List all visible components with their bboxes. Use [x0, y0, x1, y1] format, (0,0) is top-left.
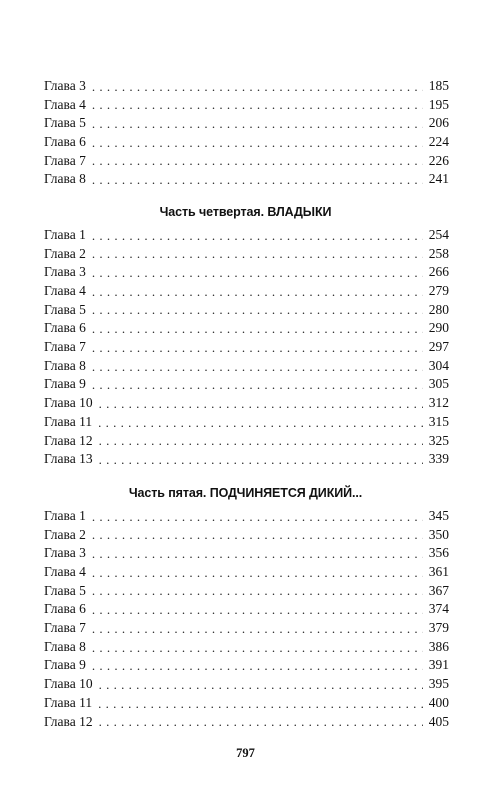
part-prefix: Часть четвертая. — [159, 205, 264, 219]
chapter-page-number: 254 — [428, 226, 449, 242]
toc-entry — [44, 638, 449, 657]
chapter-label: Глава 3 — [44, 264, 86, 280]
chapter-page-number: 325 — [428, 432, 449, 448]
toc-entry — [44, 450, 449, 469]
toc-entry — [44, 338, 449, 357]
dot-leader — [92, 508, 423, 526]
dot-leader — [92, 283, 423, 301]
chapter-label: Глава 8 — [44, 638, 86, 654]
chapter-page-number: 312 — [428, 395, 449, 411]
dot-leader — [92, 264, 423, 282]
dot-leader — [92, 134, 423, 152]
dot-leader — [92, 639, 423, 657]
toc-entry — [44, 507, 449, 526]
toc-entry — [44, 319, 449, 338]
dot-leader — [98, 695, 423, 713]
dot-leader — [92, 657, 423, 675]
toc-entry — [44, 394, 449, 413]
chapter-label: Глава 11 — [44, 694, 93, 710]
toc-entry — [44, 413, 449, 432]
chapter-label: Глава 7 — [44, 339, 86, 355]
toc-entry — [44, 245, 449, 264]
dot-leader — [98, 414, 423, 432]
chapter-label: Глава 12 — [44, 432, 93, 448]
toc-entry — [44, 301, 449, 320]
chapter-page-number: 367 — [428, 582, 449, 598]
dot-leader — [92, 358, 423, 376]
toc-entry — [44, 282, 449, 301]
toc-entry — [44, 544, 449, 563]
chapter-page-number: 297 — [428, 339, 449, 355]
chapter-page-number: 226 — [428, 152, 449, 168]
toc-entry — [44, 263, 449, 282]
chapter-label: Глава 9 — [44, 657, 86, 673]
toc-entry — [44, 563, 449, 582]
chapter-page-number: 345 — [428, 507, 449, 523]
chapter-page-number: 280 — [428, 301, 449, 317]
chapter-page-number: 241 — [428, 171, 449, 187]
dot-leader — [92, 601, 423, 619]
chapter-page-number: 339 — [428, 451, 449, 467]
toc-entry — [44, 133, 449, 152]
chapter-page-number: 391 — [428, 657, 449, 673]
chapter-page-number: 195 — [428, 96, 449, 112]
chapter-label: Глава 5 — [44, 115, 86, 131]
chapter-label: Глава 1 — [44, 507, 86, 523]
chapter-label: Глава 9 — [44, 376, 86, 392]
toc-entry — [44, 694, 449, 713]
chapter-label: Глава 12 — [44, 713, 93, 729]
part-five-heading — [0, 486, 491, 500]
chapter-label: Глава 3 — [44, 545, 86, 561]
toc-entry — [44, 619, 449, 638]
chapter-label: Глава 1 — [44, 226, 86, 242]
toc-entry — [44, 226, 449, 245]
toc-entry — [44, 357, 449, 376]
part-four-heading — [0, 205, 491, 219]
chapter-page-number: 279 — [428, 283, 449, 299]
dot-leader — [92, 376, 423, 394]
toc-entry — [44, 152, 449, 171]
chapter-page-number: 224 — [428, 134, 449, 150]
toc-entry — [44, 77, 449, 96]
chapter-page-number: 374 — [428, 601, 449, 617]
dot-leader — [92, 115, 423, 133]
chapter-label: Глава 6 — [44, 134, 86, 150]
page-number: 797 — [236, 746, 255, 760]
toc-entry — [44, 657, 449, 676]
part-title: ВЛАДЫКИ — [267, 205, 332, 219]
dot-leader — [92, 245, 423, 263]
dot-leader — [92, 526, 423, 544]
chapter-page-number: 379 — [428, 620, 449, 636]
dot-leader — [92, 152, 423, 170]
chapter-label: Глава 7 — [44, 152, 86, 168]
dot-leader — [92, 96, 423, 114]
chapter-label: Глава 4 — [44, 96, 86, 112]
dot-leader — [92, 545, 423, 563]
toc-section-part-five — [44, 507, 449, 731]
chapter-label: Глава 2 — [44, 526, 86, 542]
chapter-page-number: 206 — [428, 115, 449, 131]
chapter-label: Глава 4 — [44, 283, 86, 299]
chapter-label: Глава 2 — [44, 245, 86, 261]
part-prefix: Часть пятая. — [128, 486, 207, 500]
dot-leader — [92, 582, 423, 600]
dot-leader — [92, 171, 423, 189]
toc-entry — [44, 96, 449, 115]
chapter-label: Глава 11 — [44, 413, 93, 429]
chapter-label: Глава 6 — [44, 320, 86, 336]
toc-entry — [44, 526, 449, 545]
chapter-page-number: 395 — [428, 676, 449, 692]
chapter-page-number: 356 — [428, 545, 449, 561]
chapter-label: Глава 7 — [44, 620, 86, 636]
dot-leader — [92, 301, 423, 319]
chapter-page-number: 304 — [428, 357, 449, 373]
toc-entry — [44, 600, 449, 619]
chapter-page-number: 305 — [428, 376, 449, 392]
toc-entry — [44, 675, 449, 694]
chapter-label: Глава 5 — [44, 301, 86, 317]
toc-section-part-four — [44, 226, 449, 469]
toc-entry — [44, 114, 449, 133]
chapter-page-number: 258 — [428, 245, 449, 261]
chapter-label: Глава 3 — [44, 77, 86, 93]
toc-entry — [44, 582, 449, 601]
toc-entry — [44, 376, 449, 395]
chapter-page-number: 386 — [428, 638, 449, 654]
chapter-label: Глава 10 — [44, 676, 93, 692]
toc-entry — [44, 713, 449, 732]
toc-entry — [44, 170, 449, 189]
chapter-label: Глава 10 — [44, 395, 93, 411]
toc-entry — [44, 432, 449, 451]
toc-section-continued — [44, 77, 449, 189]
dot-leader — [99, 395, 423, 413]
chapter-label: Глава 4 — [44, 564, 86, 580]
dot-leader — [92, 320, 423, 338]
dot-leader — [99, 432, 423, 450]
dot-leader — [92, 78, 423, 96]
chapter-page-number: 350 — [428, 526, 449, 542]
chapter-label: Глава 5 — [44, 582, 86, 598]
chapter-page-number: 185 — [428, 77, 449, 93]
chapter-page-number: 361 — [428, 564, 449, 580]
dot-leader — [92, 227, 423, 245]
chapter-page-number: 315 — [428, 413, 449, 429]
chapter-label: Глава 8 — [44, 171, 86, 187]
dot-leader — [99, 676, 423, 694]
chapter-page-number: 400 — [428, 694, 449, 710]
chapter-label: Глава 8 — [44, 357, 86, 373]
chapter-label: Глава 6 — [44, 601, 86, 617]
dot-leader — [99, 713, 423, 731]
part-title: ПОДЧИНЯЕТСЯ ДИКИЙ... — [209, 486, 363, 500]
dot-leader — [92, 620, 423, 638]
dot-leader — [92, 564, 423, 582]
chapter-page-number: 405 — [428, 713, 449, 729]
chapter-page-number: 266 — [428, 264, 449, 280]
chapter-page-number: 290 — [428, 320, 449, 336]
dot-leader — [92, 339, 423, 357]
dot-leader — [99, 451, 423, 469]
chapter-label: Глава 13 — [44, 451, 93, 467]
